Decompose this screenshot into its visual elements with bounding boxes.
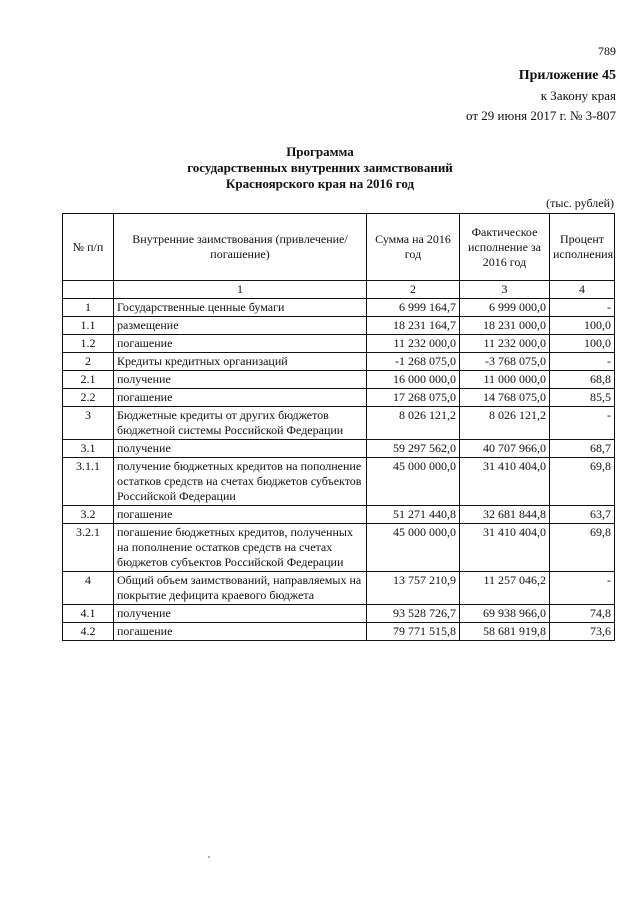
borrowing-table — [62, 213, 615, 641]
cell-pct: 73,6 — [550, 623, 615, 641]
cell-pct: - — [550, 572, 615, 605]
cell-name: получение — [114, 605, 367, 623]
cell-fact: 69 938 966,0 — [460, 605, 550, 623]
cell-num: 1.1 — [63, 317, 114, 335]
cell-name: погашение — [114, 389, 367, 407]
cell-num: 3 — [63, 407, 114, 440]
table-row — [63, 389, 615, 407]
cell-name: размещение — [114, 317, 367, 335]
cell-fact: 11 232 000,0 — [460, 335, 550, 353]
cell-fact: 32 681 844,8 — [460, 506, 550, 524]
cell-fact: 6 999 000,0 — [460, 299, 550, 317]
cell-pct: 68,7 — [550, 440, 615, 458]
cell-fact: 58 681 919,8 — [460, 623, 550, 641]
cell-name: Бюджетные кредиты от других бюджетов бюджетной системы Российской Федерации — [114, 407, 367, 440]
cell-pct: 69,8 — [550, 524, 615, 572]
table-row — [63, 506, 615, 524]
cell-num: 2.1 — [63, 371, 114, 389]
cell-sum: 79 771 515,8 — [367, 623, 460, 641]
cell-name: получение — [114, 440, 367, 458]
table-row — [63, 524, 615, 572]
cell-num: 4 — [63, 572, 114, 605]
document-heading — [0, 144, 640, 192]
cell-sum: 18 231 164,7 — [367, 317, 460, 335]
table-row — [63, 458, 615, 506]
cell-sum: 11 232 000,0 — [367, 335, 460, 353]
cell-num: 3.1.1 — [63, 458, 114, 506]
cell-name: погашение — [114, 506, 367, 524]
cell-pct: 100,0 — [550, 335, 615, 353]
header-name: Внутренние заимствования (привлечение/ погашение) — [114, 214, 367, 281]
cell-sum: 93 528 726,7 — [367, 605, 460, 623]
cell-num: 2.2 — [63, 389, 114, 407]
cell-sum: 8 026 121,2 — [367, 407, 460, 440]
scan-speck — [208, 856, 210, 858]
cell-num: 3.1 — [63, 440, 114, 458]
cell-num: 1.2 — [63, 335, 114, 353]
cell-sum: 59 297 562,0 — [367, 440, 460, 458]
table-row — [63, 605, 615, 623]
units-note: (тыс. рублей) — [546, 196, 614, 210]
header-fact: Фактическое исполнение за 2016 год — [460, 214, 550, 281]
cell-pct: 100,0 — [550, 317, 615, 335]
cell-sum: 45 000 000,0 — [367, 458, 460, 506]
cell-num: 3.2.1 — [63, 524, 114, 572]
cell-pct: 74,8 — [550, 605, 615, 623]
cell-fact: 11 257 046,2 — [460, 572, 550, 605]
cell-name: получение бюджетных кредитов на пополнение остатков средств на счетах бюджетов субъектов Российской Федерации — [114, 458, 367, 506]
appendix-line-1: к Закону края — [540, 88, 616, 103]
table-row — [63, 440, 615, 458]
table-row — [63, 335, 615, 353]
heading-line-2: государственных внутренних заимствований — [187, 160, 453, 175]
cell-fact: 31 410 404,0 — [460, 458, 550, 506]
heading-line-1: Программа — [286, 144, 354, 159]
cell-name: Кредиты кредитных организаций — [114, 353, 367, 371]
table-row — [63, 572, 615, 605]
appendix-title: Приложение 45 — [518, 68, 616, 83]
cell-num: 4.1 — [63, 605, 114, 623]
cell-sum: 16 000 000,0 — [367, 371, 460, 389]
header-num: № п/п — [63, 214, 114, 281]
colnum-4: 4 — [550, 281, 615, 299]
cell-sum: 6 999 164,7 — [367, 299, 460, 317]
cell-fact: 18 231 000,0 — [460, 317, 550, 335]
cell-name: погашение бюджетных кредитов, полученных на пополнение остатков средств на счетах бюджетов субъектов Российской Федерации — [114, 524, 367, 572]
cell-sum: 13 757 210,9 — [367, 572, 460, 605]
appendix-block — [466, 66, 616, 126]
table-row — [63, 623, 615, 641]
cell-pct: 63,7 — [550, 506, 615, 524]
colnum-1: 1 — [114, 281, 367, 299]
cell-fact: 8 026 121,2 — [460, 407, 550, 440]
cell-fact: -3 768 075,0 — [460, 353, 550, 371]
heading-line-3: Красноярского края на 2016 год — [225, 176, 415, 191]
colnum-0 — [63, 281, 114, 299]
cell-pct: 69,8 — [550, 458, 615, 506]
cell-name: получение — [114, 371, 367, 389]
cell-num: 1 — [63, 299, 114, 317]
header-percent: Процент исполнения — [550, 214, 615, 281]
cell-num: 3.2 — [63, 506, 114, 524]
cell-pct: 68,8 — [550, 371, 615, 389]
cell-name: Государственные ценные бумаги — [114, 299, 367, 317]
cell-pct: - — [550, 407, 615, 440]
header-sum: Сумма на 2016 год — [367, 214, 460, 281]
appendix-line-2: от 29 июня 2017 г. № 3-807 — [466, 108, 616, 123]
cell-sum: 51 271 440,8 — [367, 506, 460, 524]
table-row — [63, 371, 615, 389]
cell-num: 2 — [63, 353, 114, 371]
colnum-3: 3 — [460, 281, 550, 299]
page-number: 789 — [598, 44, 616, 58]
table-row — [63, 299, 615, 317]
cell-fact: 11 000 000,0 — [460, 371, 550, 389]
cell-name: погашение — [114, 335, 367, 353]
table-row — [63, 353, 615, 371]
table-row — [63, 317, 615, 335]
cell-fact: 14 768 075,0 — [460, 389, 550, 407]
colnum-2: 2 — [367, 281, 460, 299]
cell-pct: - — [550, 299, 615, 317]
cell-fact: 31 410 404,0 — [460, 524, 550, 572]
cell-name: погашение — [114, 623, 367, 641]
column-number-row — [63, 281, 615, 299]
cell-fact: 40 707 966,0 — [460, 440, 550, 458]
table-header-row — [63, 214, 615, 281]
table-row — [63, 407, 615, 440]
cell-sum: -1 268 075,0 — [367, 353, 460, 371]
cell-sum: 17 268 075,0 — [367, 389, 460, 407]
cell-num: 4.2 — [63, 623, 114, 641]
cell-pct: - — [550, 353, 615, 371]
cell-name: Общий объем заимствований, направляемых на покрытие дефицита краевого бюджета — [114, 572, 367, 605]
cell-sum: 45 000 000,0 — [367, 524, 460, 572]
cell-pct: 85,5 — [550, 389, 615, 407]
